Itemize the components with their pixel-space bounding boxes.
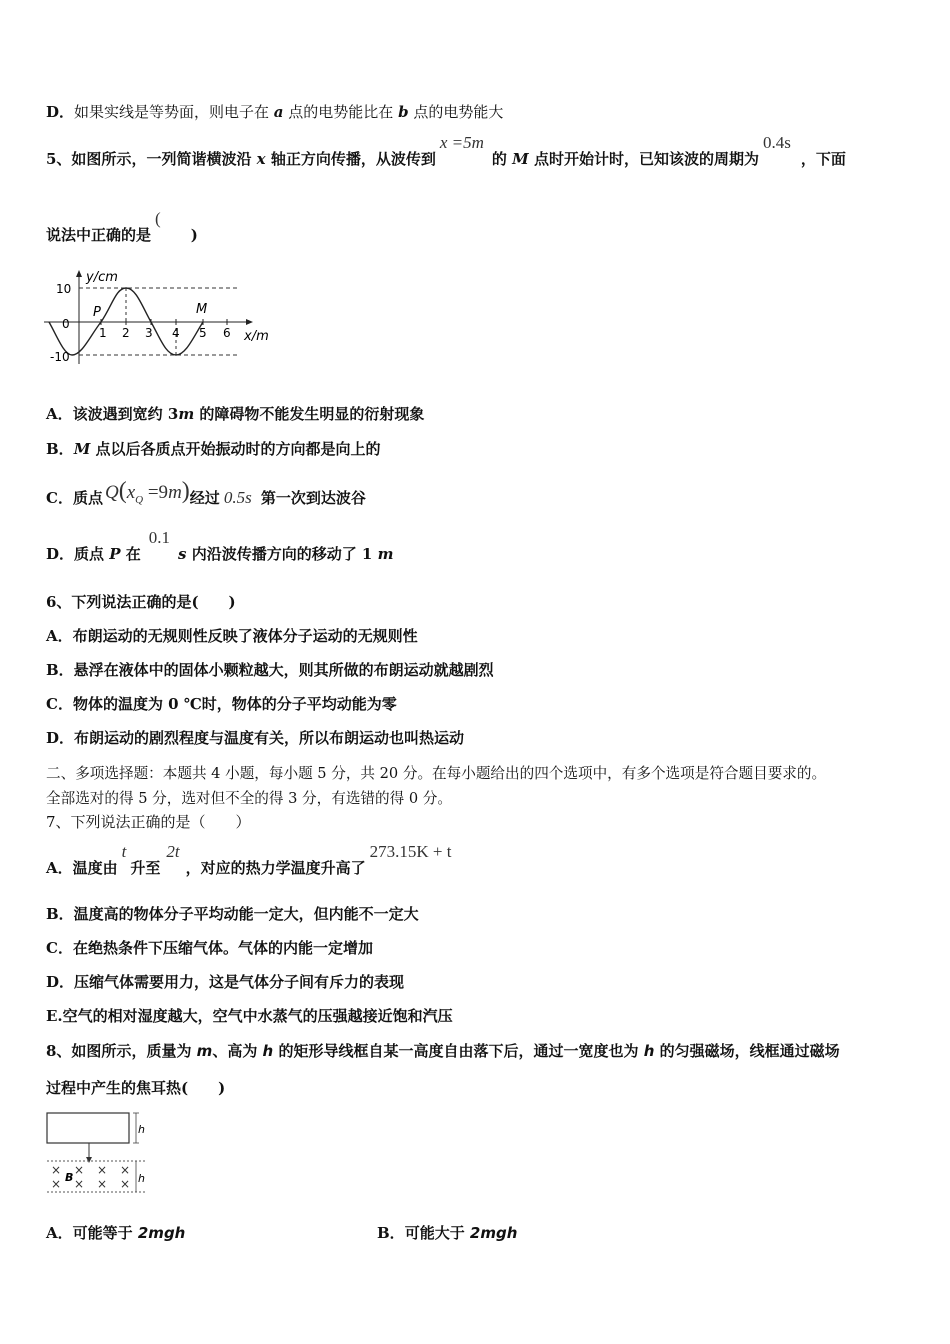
q6-option-a: A．布朗运动的无规则性反映了液体分子运动的无规则性 bbox=[46, 627, 418, 645]
x-tick-4: 4 bbox=[172, 326, 180, 340]
x-tick-2: 2 bbox=[122, 326, 130, 340]
q7-option-c: C．在绝热条件下压缩气体。气体的内能一定增加 bbox=[46, 939, 373, 957]
q6-option-d: D．布朗运动的剧烈程度与温度有关，所以布朗运动也叫热运动 bbox=[46, 729, 465, 747]
q7-option-b: B．温度高的物体分子平均动能一定大，但内能不一定大 bbox=[46, 905, 419, 923]
section2-heading-line1: 二、多项选择题：本题共 4 小题，每小题 5 分，共 20 分。在每小题给出的四个选项中，有多个选项是符合题目要求的。 bbox=[46, 765, 827, 782]
wave-graph bbox=[44, 266, 276, 368]
q8-stem-line2: 过程中产生的焦耳热( ) bbox=[46, 1079, 226, 1097]
h1-label: h bbox=[138, 1123, 145, 1136]
wire-frame bbox=[47, 1113, 129, 1143]
y-axis-arrow bbox=[76, 270, 82, 277]
y-tick-10: 10 bbox=[56, 282, 72, 296]
q7-option-e: E.空气的相对湿度越大，空气中水蒸气的压强越接近饱和汽压 bbox=[46, 1007, 453, 1025]
q7-option-a: A．温度由t升至2t，对应的热力学温度升高了273.15K + t bbox=[46, 842, 452, 877]
q5-stem: 5、如图所示，一列简谐横波沿 x 轴正方向传播，从波传到x =5m的 M 点时开始计时，已知该波的周期为0.4s，下面 bbox=[46, 133, 846, 168]
section2-heading-line2: 全部选对的得 5 分，选对但不全的得 3 分，有选错的得 0 分。 bbox=[46, 790, 452, 807]
y-tick-minus10: -10 bbox=[50, 350, 70, 364]
q5-option-b: B．M 点以后各质点开始振动时的方向都是向上的 bbox=[46, 440, 381, 458]
x-tick-5: 5 bbox=[199, 326, 207, 340]
point-p-label: P bbox=[93, 305, 101, 320]
q6-stem: 6、下列说法正确的是( ) bbox=[46, 593, 236, 611]
x-tick-1: 1 bbox=[99, 326, 107, 340]
q5-option-c: C．质点 $Q(x_Q =9m)$经过 0.5s 第一次到达波谷 bbox=[46, 478, 366, 507]
svg-text:×: × bbox=[74, 1177, 85, 1191]
q8-option-a: A．可能等于 2mgh bbox=[46, 1224, 186, 1242]
q8-stem: 8、如图所示，质量为 m、高为 h 的矩形导线框自某一高度自由落下后，通过一宽度也为 h 的匀强磁场，线框通过磁场 bbox=[46, 1042, 840, 1060]
magnetic-field-marks bbox=[51, 1163, 130, 1191]
x-tick-6: 6 bbox=[223, 326, 231, 340]
q5-option-a: A．该波遇到宽约 3m 的障碍物不能发生明显的衍射现象 bbox=[46, 405, 425, 423]
svg-text:×: × bbox=[74, 1163, 85, 1177]
svg-text:×: × bbox=[51, 1177, 62, 1191]
field-b-label: B bbox=[65, 1171, 74, 1184]
q5-option-d: D．质点 P 在0.1s 内沿波传播方向的移动了 1 m bbox=[46, 528, 394, 563]
h2-label: h bbox=[138, 1172, 145, 1185]
svg-text:×: × bbox=[97, 1177, 108, 1191]
svg-text:×: × bbox=[120, 1163, 131, 1177]
svg-text:×: × bbox=[97, 1163, 108, 1177]
svg-text:×: × bbox=[120, 1177, 131, 1191]
q4-option-d: D．如果实线是等势面，则电子在 a 点的电势能比在 b 点的电势能大 bbox=[46, 103, 504, 121]
x-tick-3: 3 bbox=[145, 326, 153, 340]
point-m-label: M bbox=[196, 302, 208, 317]
x-axis-label: x/m bbox=[244, 329, 269, 344]
x-axis-arrow bbox=[246, 319, 253, 325]
y-tick-0: 0 bbox=[62, 317, 70, 331]
q6-option-b: B．悬浮在液体中的固体小颗粒越大，则其所做的布朗运动就越剧烈 bbox=[46, 661, 494, 679]
q7-stem: 7、下列说法正确的是（ ） bbox=[46, 813, 251, 831]
q6-option-c: C．物体的温度为 0 ℃时，物体的分子平均动能为零 bbox=[46, 695, 397, 713]
frame-field-figure bbox=[44, 1108, 156, 1198]
q5-stem-line2: 说法中正确的是() bbox=[46, 209, 198, 244]
y-axis-label: y/cm bbox=[86, 270, 118, 285]
svg-text:×: × bbox=[51, 1163, 62, 1177]
q7-option-d: D．压缩气体需要用力，这是气体分子间有斥力的表现 bbox=[46, 973, 405, 991]
q8-option-b: B．可能大于 2mgh bbox=[377, 1224, 518, 1242]
